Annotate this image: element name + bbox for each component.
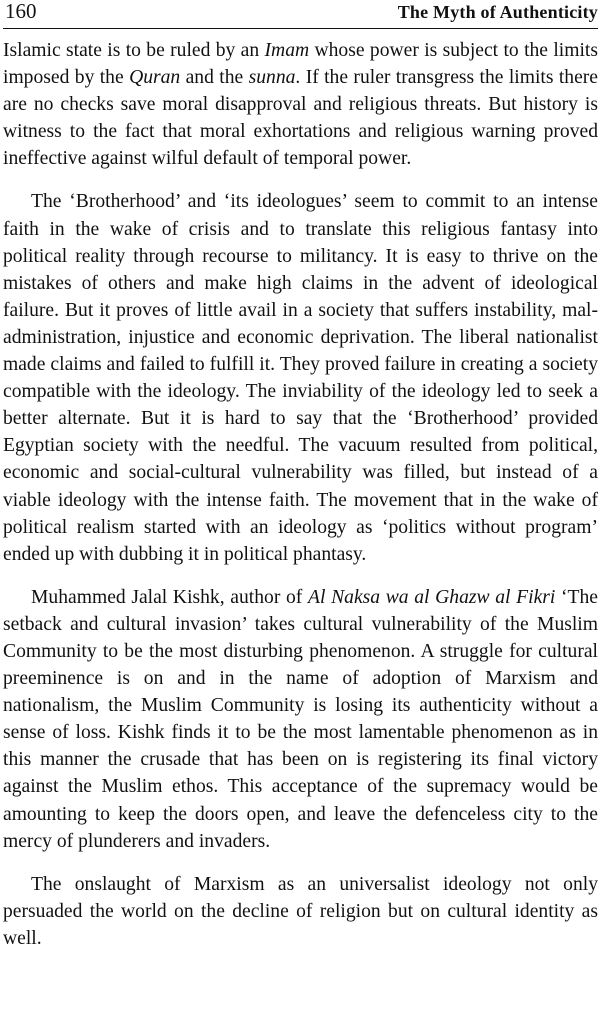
italic-term-sunna: sunna	[248, 67, 296, 89]
text-run: . If the ruler transgress the limits there are no checks save moral disapproval and religious threats. But history is witness to the fact that moral exhortations and religious warning proved ineffective against wilful default of temporal power.	[3, 67, 598, 170]
text-run: Muhammed Jalal Kishk, author of	[31, 586, 308, 608]
page-number: 160	[5, 0, 37, 23]
running-head	[3, 0, 598, 29]
italic-term-quran: Quran	[129, 67, 181, 89]
paragraph-1	[3, 37, 598, 172]
text-run: Islamic state is to be ruled by an	[3, 40, 265, 61]
text-run: whose power is subject to the limits imposed by the	[3, 40, 598, 89]
italic-book-title: Al Naksa wa al Ghazw al Fikri	[308, 586, 556, 608]
paragraph-3	[3, 584, 598, 855]
text-run: ‘The setback and cultural invasion’ takes cultural vulnerability of the Muslim Community to be the most disturbing phenomenon. A struggle for cultural preeminence is on and in the name of adoption of Marxism and nationalism, the Muslim Community is losing its authenticity without a sense of loss. Kishk finds it to be the most lamentable phenomenon as in this manner the crusade that has been on is registering its final victory against the Muslim ethos. This acceptance of the supremacy would be amounting to keep the doors open, and leave the defenceless city to the mercy of plunderers and invaders.	[3, 586, 598, 852]
italic-term-imam: Imam	[264, 40, 310, 61]
paragraph-2: The ‘Brotherhood’ and ‘its ideologues’ seem to commit to an intense faith in the wake of crisis and to translate this religious fantasy into political reality through recourse to militancy. It is easy to thrive on the mistakes of others and make high claims in the advent of ideological failure. But it proves of little avail in a society that suffers instability, mal-administration, injustice and economic deprivation. The liberal nationalist made claims and failed to fulfill it. They proved failure in creating a society compatible with the ideology. The inviability of the ideology led to seek a better alternate. But it is hard to say that the ‘Brotherhood’ provided Egyptian society with the needful. The vacuum resulted from political, economic and social-cultural vulnerability was filled, but instead of a viable ideology with the intense faith. The movement that in the wake of political realism started with an ideology as ‘politics without program’ ended up with dubbing it in political phantasy.	[3, 191, 598, 565]
text-run: and the	[180, 67, 249, 89]
body-text	[3, 37, 598, 952]
paragraph-4: The onslaught of Marxism as an universalist ideology not only persuaded the world on the decline of religion but on cultural identity as well.	[3, 873, 598, 949]
book-title: The Myth of Authenticity	[397, 2, 598, 22]
